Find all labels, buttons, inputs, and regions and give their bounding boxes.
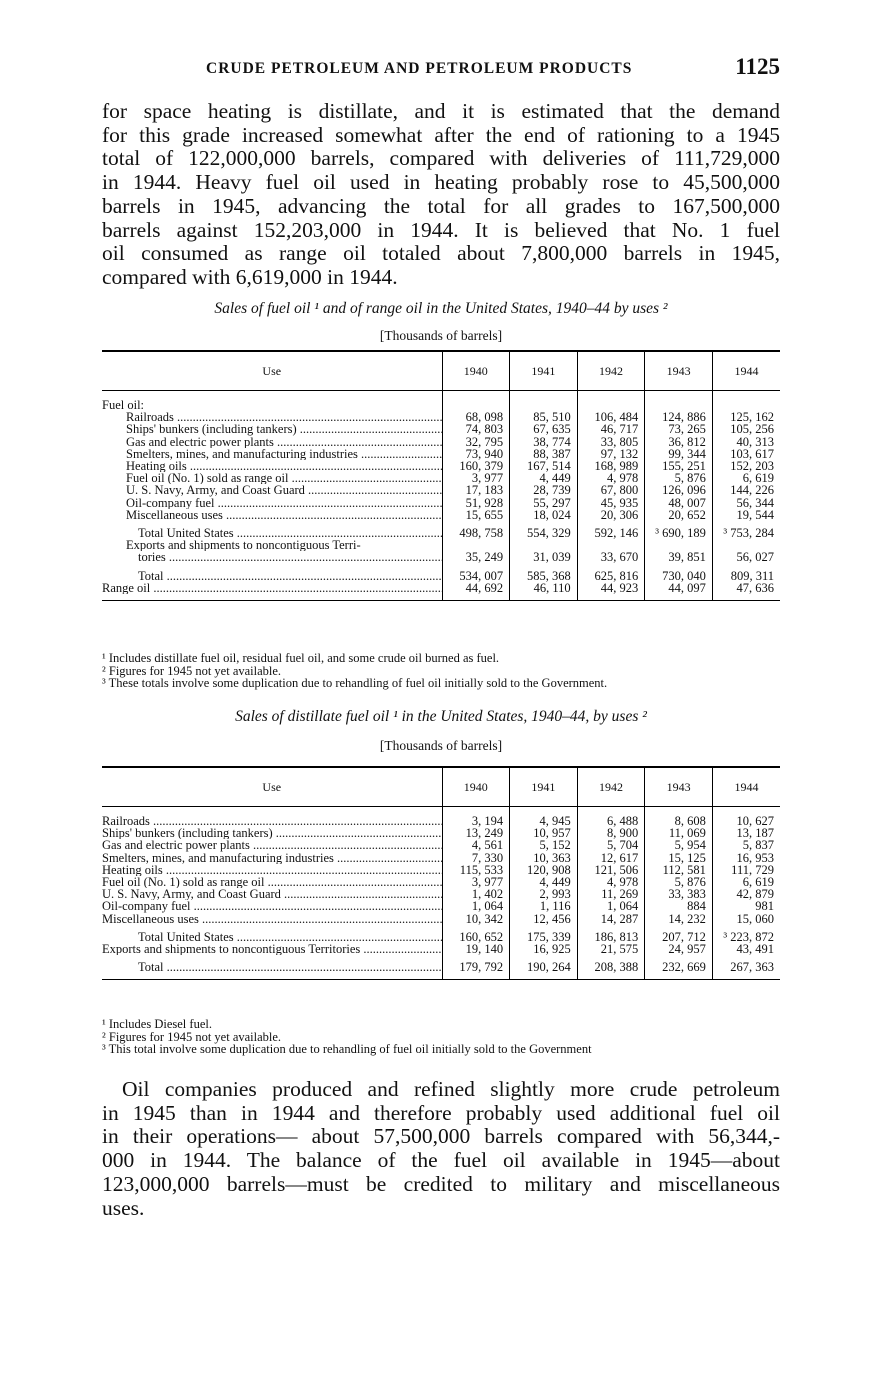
row-label [102,539,442,551]
row-label-text: Ships' bunkers (including tankers) ..... [126,423,442,435]
table-row [102,888,780,900]
cell-value: 73, 940 [442,448,510,460]
cell-value: 5, 876 [645,876,713,888]
row-label [102,411,442,423]
cell-value: 19, 544 [712,509,780,521]
cell-value: 56, 027 [712,551,780,563]
row-label [102,900,442,912]
intro-paragraph [102,100,780,290]
row-label-text: Fuel oil: [102,399,145,412]
cell-value: 56, 344 [712,497,780,509]
table2-caption: Sales of distillate fuel oil ¹ in the United States, 1940–44, by uses ² [235,708,647,725]
table-row [102,913,780,925]
text-line: total of 122,000,000 barrels, compared with deliveries of 111,729,000 [102,146,780,171]
cell-value: 8, 608 [645,807,713,828]
running-title: CRUDE PETROLEUM AND PETROLEUM PRODUCTS [206,60,633,77]
cell-value: 5, 954 [645,839,713,851]
row-label [102,955,442,980]
cell-value: 68, 098 [442,411,510,423]
cell-value: ³ 690, 189 [645,521,713,539]
cell-value: 12, 456 [510,913,578,925]
row-label-text: Fuel oil (No. 1) sold as range oil ..... [102,876,442,888]
row-label-text: Miscellaneous uses ..... [126,509,442,521]
cell-value: 45, 935 [577,497,645,509]
row-label-text: Ships' bunkers (including tankers) ..... [102,827,442,839]
cell-value: 73, 265 [645,423,713,435]
cell-value: 554, 329 [510,521,578,539]
cell-value: 2, 993 [510,888,578,900]
cell-value: 160, 379 [442,460,510,472]
footnote: ³ This total involve some duplication due to rehandling of fuel oil initially sold to the Government [102,1042,592,1057]
row-label [102,448,442,460]
cell-value: 103, 617 [712,448,780,460]
cell-value: 111, 729 [712,864,780,876]
cell-value: 1, 116 [510,900,578,912]
cell-value: 28, 739 [510,484,578,496]
cell-value: 884 [645,900,713,912]
cell-value: 267, 363 [712,955,780,980]
column-header: Use [102,351,442,391]
distillate-fuel-oil-sales-table [102,766,780,980]
cell-value: 12, 617 [577,852,645,864]
cell-value: 11, 269 [577,888,645,900]
table-body [102,391,780,601]
row-label [102,391,442,412]
row-label-text: Gas and electric power plants ..... [102,839,442,851]
table-row [102,484,780,496]
cell-value: 97, 132 [577,448,645,460]
table-row [102,564,780,582]
text-line: barrels in 1945, advancing the total for all grades to 167,500,000 [102,193,780,218]
cell-value: 730, 040 [645,564,713,582]
row-label-text: Total United States ..... [138,527,442,539]
table-row [102,521,780,539]
table-row [102,900,780,912]
column-header: 1941 [510,351,578,391]
cell-value: 124, 886 [645,411,713,423]
closing-paragraph [102,1078,780,1220]
cell-value: 585, 368 [510,564,578,582]
cell-value [442,391,510,412]
footnote: ¹ Includes distillate fuel oil, residual fuel oil, and some crude oil burned as fuel. [102,651,500,665]
footnote: ² Figures for 1945 not yet available. [102,663,282,678]
cell-value: 8, 900 [577,827,645,839]
cell-value: 4, 978 [577,472,645,484]
table-row [102,582,780,601]
cell-value: 15, 655 [442,509,510,521]
table-row [102,551,780,563]
row-label [102,888,442,900]
row-label-text: Oil-company fuel ..... [102,900,442,912]
cell-value: 144, 226 [712,484,780,496]
cell-value: 48, 007 [645,497,713,509]
cell-value: 10, 957 [510,827,578,839]
row-label [102,509,442,521]
cell-value: 168, 989 [577,460,645,472]
cell-value: 155, 251 [645,460,713,472]
row-label [102,839,442,851]
cell-value: ³ 753, 284 [712,521,780,539]
cell-value: 186, 813 [577,925,645,943]
cell-value: 14, 287 [577,913,645,925]
row-label [102,925,442,943]
text-line: Oil companies produced and refined slightly more crude petroleum [122,1077,780,1101]
table-row [102,955,780,980]
row-label-text: Range oil ..... [102,582,442,594]
cell-value: 15, 060 [712,913,780,925]
row-label [102,876,442,888]
cell-value: 31, 039 [510,551,578,563]
cell-value: 5, 704 [577,839,645,851]
cell-value: 592, 146 [577,521,645,539]
row-label-text: U. S. Navy, Army, and Coast Guard ..... [102,888,442,900]
column-header: 1943 [645,351,713,391]
cell-value: 10, 627 [712,807,780,828]
table-row [102,423,780,435]
column-header: 1944 [712,767,780,807]
cell-value: 4, 449 [510,472,578,484]
cell-value: 4, 449 [510,876,578,888]
row-label [102,943,442,955]
footnote: ³ These totals involve some duplication due to rehandling of fuel oil initially sold to the Government. [102,676,608,691]
cell-value: 33, 805 [577,436,645,448]
cell-value: 18, 024 [510,509,578,521]
cell-value: 498, 758 [442,521,510,539]
column-header: 1943 [645,767,713,807]
row-label [102,484,442,496]
cell-value: 160, 652 [442,925,510,943]
text-line: 123,000,000 barrels—must be credited to military and miscellaneous [102,1171,780,1196]
row-label [102,551,442,563]
cell-value: 20, 652 [645,509,713,521]
cell-value: 44, 923 [577,582,645,601]
cell-value: 112, 581 [645,864,713,876]
cell-value: 175, 339 [510,925,578,943]
text-line: 000 in 1944. The balance of the fuel oil available in 1945—about [102,1148,780,1173]
row-label-text: Total ..... [138,570,442,582]
cell-value: 4, 978 [577,876,645,888]
cell-value: 13, 249 [442,827,510,839]
cell-value: 190, 264 [510,955,578,980]
cell-value: 51, 928 [442,497,510,509]
cell-value: 20, 306 [577,509,645,521]
row-label [102,436,442,448]
row-label-text: Smelters, mines, and manufacturing industries ..... [126,448,442,460]
cell-value: 4, 945 [510,807,578,828]
table-row [102,943,780,955]
footnote: ¹ Includes Diesel fuel. [102,1017,212,1031]
cell-value: 7, 330 [442,852,510,864]
row-label-text: Railroads ..... [126,411,442,423]
cell-value: 120, 908 [510,864,578,876]
text-line: in their operations— about 57,500,000 barrels compared with 56,344,- [102,1124,780,1149]
cell-value: 85, 510 [510,411,578,423]
row-label [102,423,442,435]
running-head [102,54,780,84]
row-label-text: Oil-company fuel ..... [126,497,442,509]
cell-value: 39, 851 [645,551,713,563]
cell-value: 809, 311 [712,564,780,582]
cell-value: 207, 712 [645,925,713,943]
text-line: in 1945 than in 1944 and therefore probably used additional fuel oil [102,1100,780,1125]
cell-value: 5, 837 [712,839,780,851]
cell-value: 3, 194 [442,807,510,828]
table1-units: [Thousands of barrels] [379,328,503,343]
footnote: ² Figures for 1945 not yet available. [102,1029,282,1044]
cell-value: 16, 953 [712,852,780,864]
cell-value: 3, 977 [442,472,510,484]
cell-value: 43, 491 [712,943,780,955]
cell-value: 3, 977 [442,876,510,888]
cell-value: 13, 187 [712,827,780,839]
row-label [102,807,442,828]
cell-value: ³ 223, 872 [712,925,780,943]
row-label-text: Heating oils ..... [102,864,442,876]
cell-value: 6, 619 [712,876,780,888]
cell-value: 125, 162 [712,411,780,423]
table-row [102,852,780,864]
row-label-text: Total United States ..... [138,931,442,943]
cell-value: 152, 203 [712,460,780,472]
cell-value: 208, 388 [577,955,645,980]
cell-value: 67, 635 [510,423,578,435]
table2-units: [Thousands of barrels] [379,738,503,753]
column-header: 1944 [712,351,780,391]
cell-value: 67, 800 [577,484,645,496]
text-line: for this grade increased somewhat after the end of rationing to a 1945 [102,122,780,147]
cell-value: 19, 140 [442,943,510,955]
fuel-oil-sales-table [102,350,780,601]
text-line: for space heating is distillate, and it is estimated that the demand [102,99,780,123]
cell-value [645,391,713,412]
row-label-text: Total ..... [138,961,442,973]
cell-value: 55, 297 [510,497,578,509]
row-label [102,521,442,539]
row-label-text: Railroads ..... [102,815,442,827]
cell-value: 105, 256 [712,423,780,435]
cell-value: 232, 669 [645,955,713,980]
row-label-text: Exports and shipments to noncontiguous Terri- [126,539,361,552]
cell-value: 1, 402 [442,888,510,900]
cell-value: 5, 876 [645,472,713,484]
text-line: oil consumed as range oil totaled about 7,800,000 barrels in 1945, [102,241,780,266]
cell-value: 47, 636 [712,582,780,601]
cell-value: 42, 879 [712,888,780,900]
column-header: 1940 [442,767,510,807]
cell-value: 126, 096 [645,484,713,496]
row-label-text: Gas and electric power plants ..... [126,436,442,448]
row-label [102,852,442,864]
cell-value: 46, 110 [510,582,578,601]
row-label-text: Fuel oil (No. 1) sold as range oil ..... [126,472,442,484]
cell-value: 167, 514 [510,460,578,472]
row-label [102,497,442,509]
cell-value: 35, 249 [442,551,510,563]
text-line: barrels against 152,203,000 in 1944. It is believed that No. 1 fuel [102,217,780,242]
cell-value: 15, 125 [645,852,713,864]
cell-value: 6, 488 [577,807,645,828]
table1-caption: Sales of fuel oil ¹ and of range oil in the United States, 1940–44 by uses ² [214,300,668,317]
cell-value: 179, 792 [442,955,510,980]
cell-value: 10, 342 [442,913,510,925]
cell-value: 46, 717 [577,423,645,435]
text-line: compared with 6,619,000 in 1944. [102,264,398,289]
table-row [102,391,780,412]
cell-value: 99, 344 [645,448,713,460]
cell-value: 625, 816 [577,564,645,582]
column-header: 1940 [442,351,510,391]
cell-value: 1, 064 [577,900,645,912]
row-label [102,564,442,582]
cell-value: 36, 812 [645,436,713,448]
cell-value: 33, 670 [577,551,645,563]
page-number: 1125 [735,54,780,79]
cell-value: 121, 506 [577,864,645,876]
table-row [102,839,780,851]
cell-value: 24, 957 [645,943,713,955]
row-label [102,827,442,839]
cell-value: 4, 561 [442,839,510,851]
text-line: uses. [102,1195,145,1220]
cell-value: 6, 619 [712,472,780,484]
cell-value [577,391,645,412]
row-label-text: Heating oils ..... [126,460,442,472]
row-label-text: Smelters, mines, and manufacturing industries ..... [102,852,442,864]
cell-value: 981 [712,900,780,912]
cell-value: 33, 383 [645,888,713,900]
cell-value: 14, 232 [645,913,713,925]
cell-value [712,391,780,412]
row-label [102,913,442,925]
column-header: 1942 [577,767,645,807]
row-label-text: U. S. Navy, Army, and Coast Guard ..... [126,484,442,496]
cell-value: 10, 363 [510,852,578,864]
table1-footnotes [102,652,780,690]
cell-value: 534, 007 [442,564,510,582]
cell-value: 16, 925 [510,943,578,955]
row-label [102,472,442,484]
cell-value: 5, 152 [510,839,578,851]
column-header: Use [102,767,442,807]
column-header: 1942 [577,351,645,391]
text-line: in 1944. Heavy fuel oil used in heating probably rose to 45,500,000 [102,170,780,195]
table-row [102,925,780,943]
table-row [102,497,780,509]
table-body [102,807,780,980]
cell-value: 106, 484 [577,411,645,423]
row-label [102,864,442,876]
cell-value: 17, 183 [442,484,510,496]
cell-value: 44, 097 [645,582,713,601]
table-row [102,509,780,521]
row-label-text: Miscellaneous uses ..... [102,913,442,925]
cell-value: 74, 803 [442,423,510,435]
cell-value: 44, 692 [442,582,510,601]
table-row [102,436,780,448]
cell-value: 40, 313 [712,436,780,448]
row-label [102,582,442,601]
row-label-text: Exports and shipments to noncontiguous Territories ..... [102,943,442,955]
row-label-text: tories ..... [138,551,442,563]
cell-value: 21, 575 [577,943,645,955]
cell-value [510,391,578,412]
table-row [102,807,780,828]
row-label [102,460,442,472]
cell-value: 115, 533 [442,864,510,876]
cell-value: 1, 064 [442,900,510,912]
column-header: 1941 [510,767,578,807]
cell-value: 88, 387 [510,448,578,460]
cell-value: 38, 774 [510,436,578,448]
cell-value: 11, 069 [645,827,713,839]
table2-footnotes [102,1018,780,1056]
cell-value: 32, 795 [442,436,510,448]
